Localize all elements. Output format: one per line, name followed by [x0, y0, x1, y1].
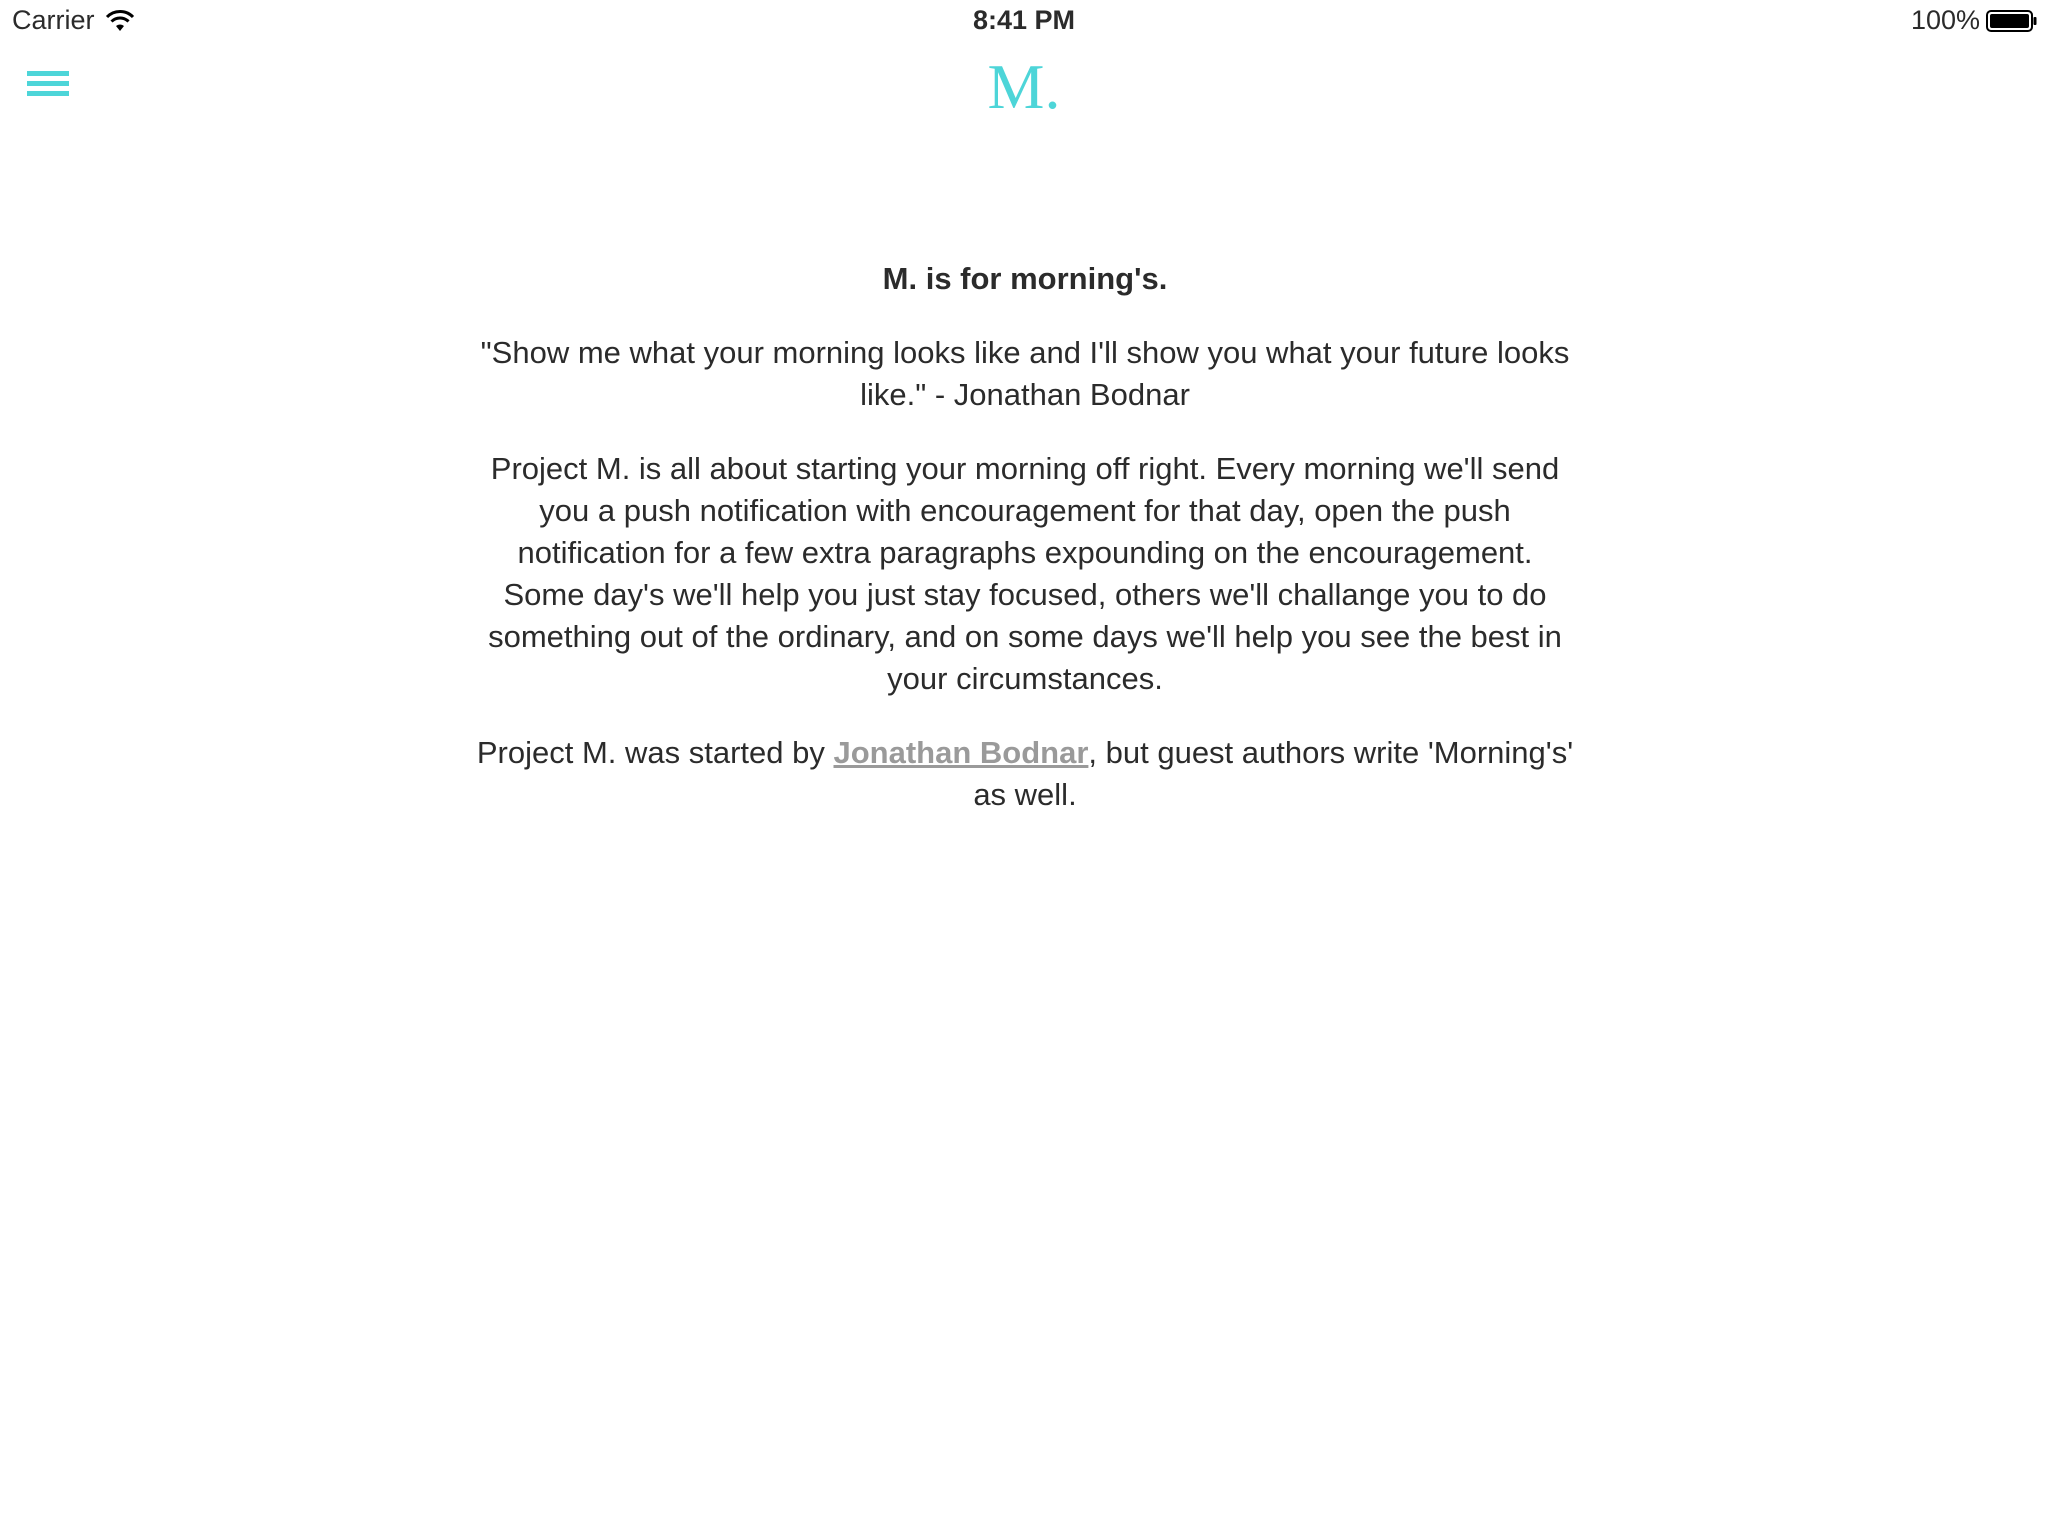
credit-prefix: Project M. was started by	[476, 735, 834, 770]
status-time: 8:41 PM	[972, 5, 1076, 35]
credit-suffix: , but guest authors write 'Morning's' as well.	[973, 735, 1574, 812]
nav-bar	[0, 40, 2048, 130]
battery-percent: 100%	[1910, 5, 1980, 35]
quote-paragraph: "Show me what your morning looks like and I'll show you what your future looks like." - Jonathan Bodnar	[480, 335, 1570, 412]
carrier-label: Carrier	[12, 5, 95, 35]
credit-paragraph	[474, 732, 1576, 816]
author-link[interactable]: Jonathan Bodnar	[833, 735, 1089, 770]
status-bar	[0, 0, 2048, 40]
app-logo: M.	[987, 51, 1061, 122]
description-paragraph: Project M. is all about starting your morning off right. Every morning we'll send you a push notification with encouragement for that day, open the push notification for a few extra paragraphs expounding on the encouragement. Some day's we'll help you just stay focused, others we'll challange you to do something out of the ordinary, and on some days we'll help you see the best in your circumstances.	[488, 451, 1562, 696]
status-right	[1911, 5, 2038, 36]
about-content	[474, 258, 1576, 848]
page-heading: M. is for morning's.	[882, 261, 1168, 296]
battery-icon	[1986, 9, 2038, 33]
